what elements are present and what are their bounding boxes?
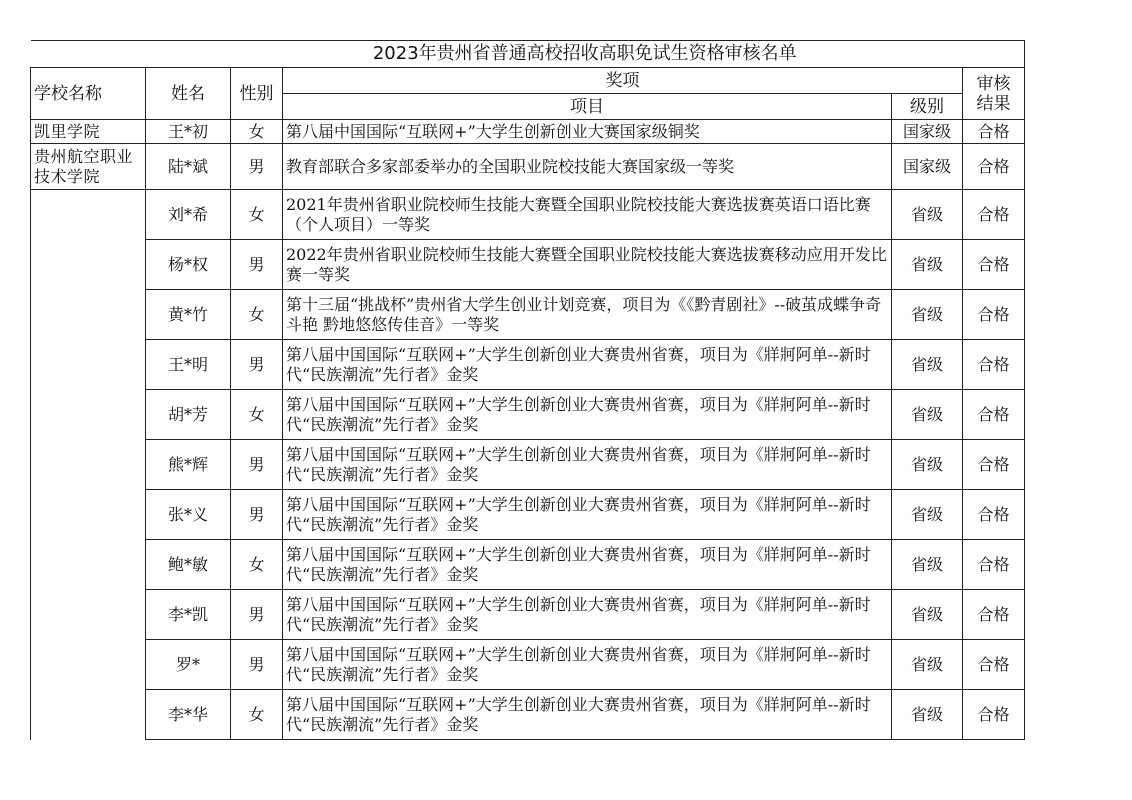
cell-gender: 女 [231,390,283,440]
cell-gender: 女 [231,690,283,740]
cell-level: 省级 [892,540,963,590]
cell-school: 贵州航空职业技术学院 [31,144,146,190]
title-spacer [31,41,146,68]
cell-project: 第八届中国国际“互联网+”大学生创新创业大赛贵州省赛，项目为《牂牁阿单--新时代“民族潮流”先行者》金奖 [283,490,892,540]
cell-name: 黄*竹 [146,290,231,340]
header-level: 级别 [892,94,963,120]
cell-result: 合格 [963,240,1025,290]
cell-result: 合格 [963,690,1025,740]
cell-gender: 女 [231,540,283,590]
cell-level: 省级 [892,690,963,740]
cell-gender: 女 [231,120,283,144]
table-row [31,490,1025,540]
table-row [31,120,1025,144]
cell-school: 凯里学院 [31,120,146,144]
cell-name: 罗* [146,640,231,690]
header-school: 学校名称 [31,68,146,120]
cell-gender: 男 [231,440,283,490]
cell-level: 国家级 [892,120,963,144]
cell-result: 合格 [963,490,1025,540]
cell-name: 王*明 [146,340,231,390]
cell-gender: 女 [231,190,283,240]
cell-project: 第八届中国国际“互联网+”大学生创新创业大赛贵州省赛，项目为《牂牁阿单--新时代“民族潮流”先行者》金奖 [283,440,892,490]
header-result-line1: 审核 [976,73,1011,94]
cell-result: 合格 [963,440,1025,490]
header-result [963,68,1025,120]
header-result-line2: 结果 [976,93,1011,114]
qualification-table [30,40,1025,740]
cell-level: 省级 [892,290,963,340]
table-row [31,540,1025,590]
cell-project: 教育部联合多家部委举办的全国职业院校技能大赛国家级一等奖 [283,144,892,190]
header-gender: 性别 [231,68,283,120]
cell-project: 第十三届“挑战杯”贵州省大学生创业计划竞赛，项目为《《黔青剧社》--破茧成蝶争奇斗艳 黔地悠悠传佳音》一等奖 [283,290,892,340]
cell-project: 2022年贵州省职业院校师生技能大赛暨全国职业院校技能大赛选拔赛移动应用开发比赛一等奖 [283,240,892,290]
cell-gender: 男 [231,340,283,390]
spreadsheet [30,40,1024,740]
cell-result: 合格 [963,120,1025,144]
cell-project: 第八届中国国际“互联网+”大学生创新创业大赛贵州省赛，项目为《牂牁阿单--新时代“民族潮流”先行者》金奖 [283,540,892,590]
table-row [31,390,1025,440]
cell-result: 合格 [963,640,1025,690]
cell-name: 刘*希 [146,190,231,240]
cell-project: 第八届中国国际“互联网+”大学生创新创业大赛国家级铜奖 [283,120,892,144]
cell-level: 省级 [892,340,963,390]
header-name: 姓名 [146,68,231,120]
cell-name: 鲍*敏 [146,540,231,590]
cell-name: 陆*斌 [146,144,231,190]
cell-project: 第八届中国国际“互联网+”大学生创新创业大赛贵州省赛，项目为《牂牁阿单--新时代“民族潮流”先行者》金奖 [283,690,892,740]
cell-school-merged [31,190,146,740]
cell-project: 第八届中国国际“互联网+”大学生创新创业大赛贵州省赛，项目为《牂牁阿单--新时代“民族潮流”先行者》金奖 [283,390,892,440]
page-title: 2023年贵州省普通高校招收高职免试生资格审核名单 [146,41,1025,68]
cell-name: 李*凯 [146,590,231,640]
cell-gender: 男 [231,240,283,290]
cell-name: 杨*权 [146,240,231,290]
cell-name: 熊*辉 [146,440,231,490]
cell-result: 合格 [963,144,1025,190]
cell-project: 第八届中国国际“互联网+”大学生创新创业大赛贵州省赛，项目为《牂牁阿单--新时代“民族潮流”先行者》金奖 [283,640,892,690]
table-row [31,590,1025,640]
cell-result: 合格 [963,390,1025,440]
table-row [31,440,1025,490]
cell-name: 胡*芳 [146,390,231,440]
cell-gender: 女 [231,290,283,340]
cell-project: 第八届中国国际“互联网+”大学生创新创业大赛贵州省赛，项目为《牂牁阿单--新时代“民族潮流”先行者》金奖 [283,340,892,390]
cell-level: 省级 [892,390,963,440]
cell-gender: 男 [231,640,283,690]
cell-level: 国家级 [892,144,963,190]
header-award: 奖项 [283,68,963,94]
cell-gender: 男 [231,490,283,540]
cell-level: 省级 [892,190,963,240]
cell-project: 2021年贵州省职业院校师生技能大赛暨全国职业院校技能大赛选拔赛英语口语比赛（个人项目）一等奖 [283,190,892,240]
cell-project: 第八届中国国际“互联网+”大学生创新创业大赛贵州省赛，项目为《牂牁阿单--新时代“民族潮流”先行者》金奖 [283,590,892,640]
cell-level: 省级 [892,590,963,640]
table-row [31,190,1025,240]
cell-level: 省级 [892,440,963,490]
cell-name: 张*义 [146,490,231,540]
table-row [31,144,1025,190]
cell-result: 合格 [963,590,1025,640]
cell-result: 合格 [963,340,1025,390]
cell-result: 合格 [963,290,1025,340]
table-row [31,290,1025,340]
cell-level: 省级 [892,640,963,690]
header-project: 项目 [283,94,892,120]
cell-name: 李*华 [146,690,231,740]
cell-level: 省级 [892,240,963,290]
cell-result: 合格 [963,190,1025,240]
cell-gender: 男 [231,590,283,640]
table-row [31,640,1025,690]
cell-result: 合格 [963,540,1025,590]
cell-name: 王*初 [146,120,231,144]
table-row [31,690,1025,740]
cell-gender: 男 [231,144,283,190]
table-row [31,240,1025,290]
table-row [31,340,1025,390]
cell-level: 省级 [892,490,963,540]
